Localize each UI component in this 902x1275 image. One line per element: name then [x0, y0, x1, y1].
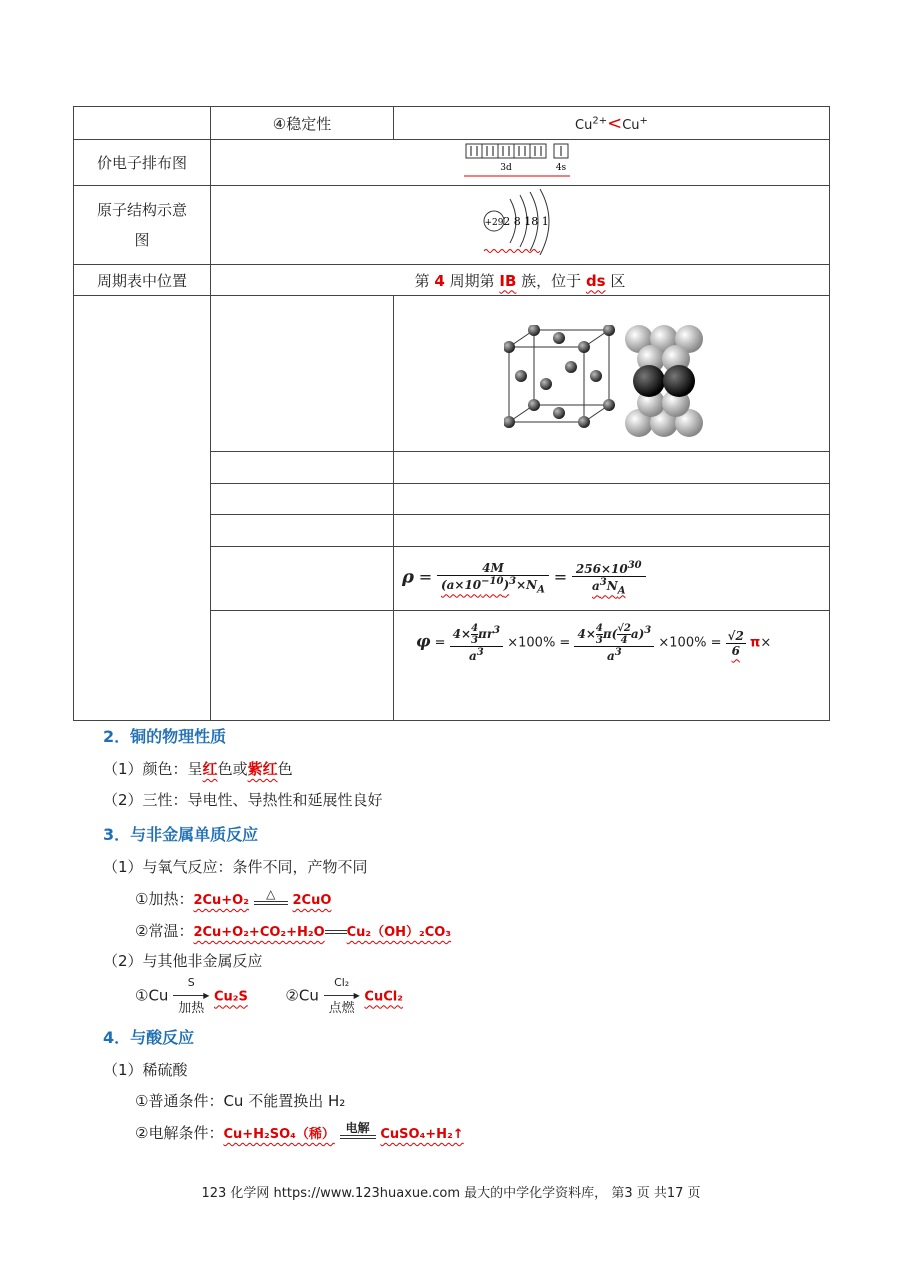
- properties-table: [73, 106, 830, 721]
- space-util-formula: φ = 4× $\frac{4}{3}$ $\pi r^3$ $a^3$ ×100% = 4× $\frac{4}{3}$ π( $\frac{√2}{4}$ a)$^3$ $a^3$ ×100% = $\frac{√2}{6}$ π×: [394, 611, 830, 721]
- svg-text:4s: 4s: [555, 162, 567, 173]
- empty-cell: [74, 107, 211, 140]
- fcc-lattice-icon: [504, 325, 734, 441]
- sulfur-line: ①Cu S ▶ 加热 Cu₂S ②Cu Cl₂ ▶ 点燃 CuCl₂: [135, 976, 403, 1016]
- cell-structure-label: [74, 296, 211, 721]
- section-nonmetal-reaction: 3．与非金属单质反应: [103, 825, 259, 844]
- section-acid-reaction: 4．与酸反应: [103, 1028, 195, 1047]
- period-value: 第 4 周期第 IB 族，位于 ds 区: [211, 265, 830, 296]
- electrolysis-line: ②电解条件：Cu+H₂SO₄（稀） 电解 CuSO₄+H₂↑: [135, 1121, 464, 1142]
- space-util-label: [211, 611, 394, 721]
- color-line: （1）颜色：呈红色或紫红色: [103, 760, 293, 778]
- stacking-mode-value: [394, 452, 830, 484]
- valence-label: 价电子排布图: [74, 140, 211, 186]
- stacking-mode-label: [211, 452, 394, 484]
- atom-count-value: [394, 515, 830, 547]
- coordination-value: [394, 484, 830, 515]
- oxygen-reaction-line: （1）与氧气反应：条件不同，产物不同: [103, 858, 368, 876]
- atom-structure-icon: [480, 189, 560, 257]
- heating-line: ①加热：2Cu+O₂ △ 2CuO: [135, 887, 332, 908]
- atom-count-label: [211, 515, 394, 547]
- stacking-name-label: [211, 296, 394, 452]
- svg-text:2 8 18 1: 2 8 18 1: [503, 215, 549, 228]
- room-temp-line: ②常温：2Cu+O₂+CO₂+H₂O Cu₂（OH）₂CO₃: [135, 922, 452, 940]
- svg-text:3d: 3d: [500, 162, 512, 173]
- dilute-sulfuric-line: （1）稀硫酸: [103, 1061, 188, 1079]
- orbital-diagram-icon: [460, 142, 580, 180]
- coordination-label: [211, 484, 394, 515]
- other-nonmetal-line: （2）与其他非金属反应: [103, 952, 263, 970]
- valence-diagram: [211, 140, 830, 186]
- density-formula: ρ = $\frac{4M}{(a\times 10^{-10})^3\times N_A}$ = $\frac{256\times 10^{30}}{a^3N_A}$: [394, 547, 830, 611]
- page-footer: 123 化学网 https://www.123huaxue.com 最大的中学化学资料库， 第3 页 共17 页: [201, 1186, 701, 1201]
- atom-label: 原子结构示意 图: [74, 186, 211, 265]
- period-label: 周期表中位置: [74, 265, 211, 296]
- normal-condition-line: ①普通条件：Cu 不能置换出 H₂: [135, 1092, 346, 1110]
- stacking-name-value: [394, 296, 830, 452]
- stability-label: ④稳定性: [211, 107, 394, 140]
- stability-value: $Cu^{2+}<Cu^+$: [394, 107, 830, 140]
- atom-diagram: [211, 186, 830, 265]
- three-properties-line: （2）三性：导电性、导热性和延展性良好: [103, 791, 383, 809]
- svg-text:+29: +29: [484, 218, 504, 228]
- section-physical-properties: 2．铜的物理性质: [103, 727, 227, 746]
- density-label: [211, 547, 394, 611]
